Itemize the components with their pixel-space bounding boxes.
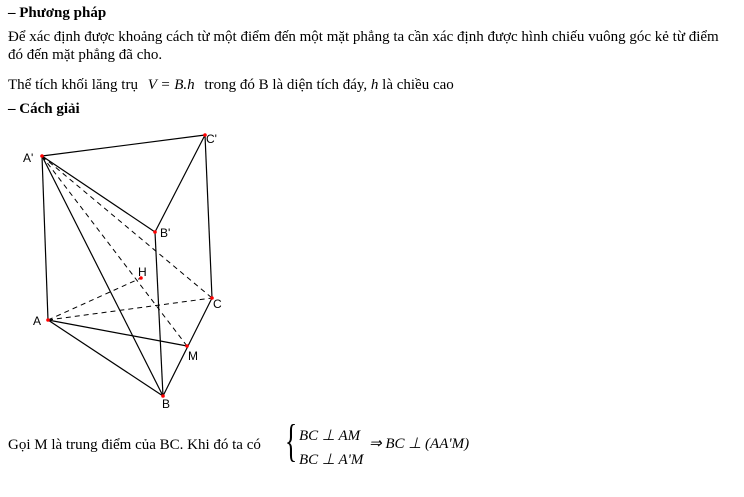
volume-formula: V = B.h (147, 77, 195, 93)
point-m (185, 344, 189, 348)
edge-a1-a (42, 156, 48, 320)
label-c: C (213, 297, 222, 311)
conclusion: ⇒ BC ⊥ (AA'M) (369, 436, 470, 452)
para2-mid: trong đó B là diện tích đáy, (204, 77, 368, 93)
edge-c1-b1 (155, 135, 205, 232)
point-a1 (40, 154, 44, 158)
edge-a-b (48, 320, 163, 396)
condition-1: BC ⊥ AM (299, 428, 361, 444)
edge-a-c-hidden (48, 298, 212, 320)
solution-text: Gọi M là trung điểm của BC. Khi đó ta có (8, 437, 261, 453)
point-a (46, 318, 50, 322)
method-heading: – Phương pháp (8, 5, 107, 21)
segment-a1-c-hidden (42, 156, 212, 298)
edge-a1-c1 (42, 135, 205, 156)
label-b1: B' (160, 226, 171, 240)
label-m: M (188, 349, 198, 363)
height-variable: h (370, 77, 379, 93)
label-c1: C' (206, 132, 217, 146)
edge-c1-c (205, 135, 212, 298)
edge-a1-b1 (42, 156, 155, 232)
point-b1 (153, 230, 157, 234)
para2-end: là chiều cao (382, 77, 454, 93)
condition-2: BC ⊥ A'M (299, 452, 364, 468)
para2-start: Thể tích khối lăng trụ (8, 77, 138, 93)
label-h: H (138, 265, 147, 279)
method-paragraph-1: Để xác định được khoảng cách từ một điểm đến một mặt phẳng ta cần xác định được hình chiếu vuông góc kẻ từ điểm đó đến mặt phẳng đã cho. (8, 29, 719, 63)
solid-edges (42, 135, 212, 396)
solution-heading: – Cách giải (8, 101, 80, 117)
segment-a1-m-hidden (42, 156, 187, 346)
label-a1: A' (23, 151, 34, 165)
hidden-edges (42, 156, 212, 346)
label-a: A (33, 314, 42, 328)
system-brace: { (285, 415, 298, 466)
segment-a-m (48, 320, 187, 346)
label-b: B (162, 397, 171, 411)
